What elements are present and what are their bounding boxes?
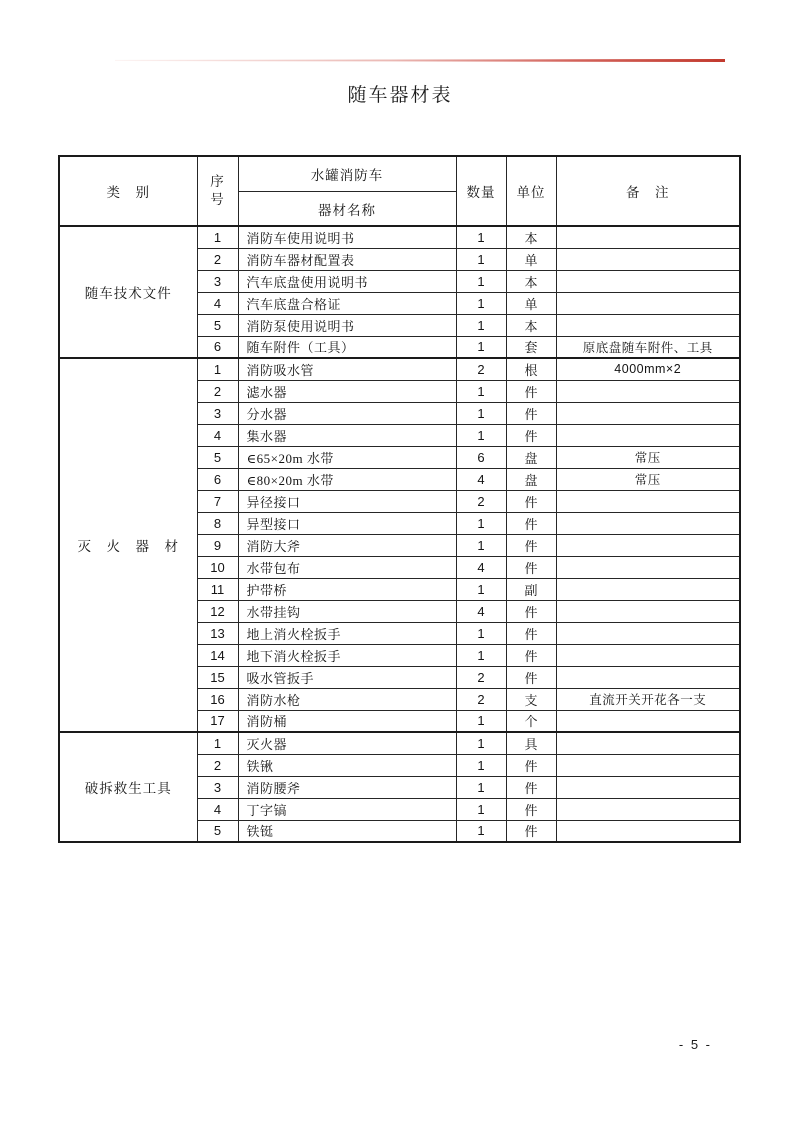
name-cell: 消防水枪 — [238, 688, 456, 710]
unit-cell: 件 — [506, 534, 556, 556]
name-cell: 吸水管扳手 — [238, 666, 456, 688]
name-cell: 铁锹 — [238, 754, 456, 776]
unit-cell: 盘 — [506, 468, 556, 490]
header-equipment-name: 器材名称 — [238, 192, 456, 227]
name-cell: 地下消火栓扳手 — [238, 644, 456, 666]
header-serial-number — [197, 156, 238, 226]
remark-cell: 原底盘随车附件、工具 — [556, 336, 740, 358]
name-cell: 分水器 — [238, 402, 456, 424]
header-serial-line1: 序 — [210, 173, 225, 189]
unit-cell: 根 — [506, 358, 556, 380]
remark-cell — [556, 248, 740, 270]
name-cell: 消防车器材配置表 — [238, 248, 456, 270]
unit-cell: 件 — [506, 380, 556, 402]
unit-cell: 件 — [506, 644, 556, 666]
remark-cell — [556, 644, 740, 666]
name-cell: 异型接口 — [238, 512, 456, 534]
quantity-cell: 6 — [456, 446, 506, 468]
serial-cell: 5 — [197, 446, 238, 468]
remark-cell — [556, 578, 740, 600]
serial-cell: 1 — [197, 358, 238, 380]
quantity-cell: 1 — [456, 732, 506, 754]
unit-cell: 副 — [506, 578, 556, 600]
name-cell: 汽车底盘使用说明书 — [238, 270, 456, 292]
serial-cell: 2 — [197, 754, 238, 776]
quantity-cell: 1 — [456, 336, 506, 358]
serial-cell: 4 — [197, 798, 238, 820]
name-cell: 地上消火栓扳手 — [238, 622, 456, 644]
serial-cell: 11 — [197, 578, 238, 600]
unit-cell: 件 — [506, 798, 556, 820]
category-cell: 随车技术文件 — [59, 226, 197, 358]
header-unit: 单位 — [506, 156, 556, 226]
quantity-cell: 1 — [456, 622, 506, 644]
serial-cell: 4 — [197, 424, 238, 446]
table-row — [59, 732, 740, 754]
name-cell: 消防泵使用说明书 — [238, 314, 456, 336]
name-cell: 铁铤 — [238, 820, 456, 842]
remark-cell — [556, 402, 740, 424]
table-row — [59, 358, 740, 380]
unit-cell: 套 — [506, 336, 556, 358]
name-cell: 随车附件（工具） — [238, 336, 456, 358]
serial-cell: 3 — [197, 270, 238, 292]
header-quantity: 数量 — [456, 156, 506, 226]
serial-cell: 2 — [197, 380, 238, 402]
serial-cell: 9 — [197, 534, 238, 556]
unit-cell: 个 — [506, 710, 556, 732]
unit-cell: 具 — [506, 732, 556, 754]
header-serial-line2: 号 — [210, 192, 225, 207]
table-header — [59, 156, 740, 226]
unit-cell: 件 — [506, 622, 556, 644]
serial-cell: 16 — [197, 688, 238, 710]
quantity-cell: 1 — [456, 380, 506, 402]
remark-cell — [556, 490, 740, 512]
name-cell: ∈65×20m 水带 — [238, 446, 456, 468]
serial-cell: 8 — [197, 512, 238, 534]
name-cell: 水带包布 — [238, 556, 456, 578]
header-accent-rule — [115, 59, 725, 62]
unit-cell: 盘 — [506, 446, 556, 468]
quantity-cell: 4 — [456, 468, 506, 490]
serial-cell: 6 — [197, 336, 238, 358]
quantity-cell: 1 — [456, 402, 506, 424]
page-number: - 5 - — [678, 1037, 712, 1052]
quantity-cell: 4 — [456, 600, 506, 622]
quantity-cell: 1 — [456, 776, 506, 798]
serial-cell: 15 — [197, 666, 238, 688]
header-category: 类 别 — [59, 156, 197, 226]
unit-cell: 件 — [506, 490, 556, 512]
name-cell: 水带挂钩 — [238, 600, 456, 622]
remark-cell: 4000mm×2 — [556, 358, 740, 380]
remark-cell — [556, 776, 740, 798]
remark-cell — [556, 314, 740, 336]
name-cell: 消防大斧 — [238, 534, 456, 556]
quantity-cell: 2 — [456, 358, 506, 380]
unit-cell: 本 — [506, 270, 556, 292]
category-cell: 灭 火 器 材 — [59, 358, 197, 732]
remark-cell — [556, 380, 740, 402]
remark-cell — [556, 534, 740, 556]
remark-cell — [556, 226, 740, 248]
serial-cell: 14 — [197, 644, 238, 666]
remark-cell — [556, 556, 740, 578]
remark-cell — [556, 732, 740, 754]
serial-cell: 1 — [197, 226, 238, 248]
unit-cell: 件 — [506, 754, 556, 776]
page-title: 随车器材表 — [347, 85, 453, 106]
remark-cell: 直流开关开花各一支 — [556, 688, 740, 710]
quantity-cell: 1 — [456, 292, 506, 314]
quantity-cell: 1 — [456, 424, 506, 446]
unit-cell: 件 — [506, 600, 556, 622]
serial-cell: 2 — [197, 248, 238, 270]
serial-cell: 6 — [197, 468, 238, 490]
remark-cell — [556, 292, 740, 314]
remark-cell — [556, 710, 740, 732]
header-remark: 备 注 — [556, 156, 740, 226]
remark-cell — [556, 820, 740, 842]
name-cell: 集水器 — [238, 424, 456, 446]
equipment-table — [58, 155, 741, 843]
name-cell: 滤水器 — [238, 380, 456, 402]
serial-cell: 10 — [197, 556, 238, 578]
name-cell: 消防车使用说明书 — [238, 226, 456, 248]
unit-cell: 件 — [506, 666, 556, 688]
quantity-cell: 2 — [456, 666, 506, 688]
serial-cell: 1 — [197, 732, 238, 754]
remark-cell — [556, 798, 740, 820]
quantity-cell: 1 — [456, 226, 506, 248]
quantity-cell: 2 — [456, 490, 506, 512]
serial-cell: 17 — [197, 710, 238, 732]
remark-cell — [556, 622, 740, 644]
table-row — [59, 226, 740, 248]
quantity-cell: 1 — [456, 248, 506, 270]
quantity-cell: 1 — [456, 512, 506, 534]
serial-cell: 5 — [197, 314, 238, 336]
name-cell: 消防吸水管 — [238, 358, 456, 380]
unit-cell: 单 — [506, 248, 556, 270]
remark-cell — [556, 600, 740, 622]
quantity-cell: 1 — [456, 820, 506, 842]
remark-cell — [556, 424, 740, 446]
unit-cell: 件 — [506, 556, 556, 578]
quantity-cell: 2 — [456, 688, 506, 710]
quantity-cell: 1 — [456, 534, 506, 556]
unit-cell: 单 — [506, 292, 556, 314]
name-cell: 护带桥 — [238, 578, 456, 600]
quantity-cell: 1 — [456, 270, 506, 292]
quantity-cell: 1 — [456, 798, 506, 820]
name-cell: 消防腰斧 — [238, 776, 456, 798]
quantity-cell: 1 — [456, 578, 506, 600]
serial-cell: 4 — [197, 292, 238, 314]
serial-cell: 3 — [197, 776, 238, 798]
remark-cell: 常压 — [556, 446, 740, 468]
unit-cell: 本 — [506, 226, 556, 248]
quantity-cell: 1 — [456, 710, 506, 732]
quantity-cell: 4 — [456, 556, 506, 578]
name-cell: 消防桶 — [238, 710, 456, 732]
remark-cell: 常压 — [556, 468, 740, 490]
remark-cell — [556, 666, 740, 688]
unit-cell: 件 — [506, 820, 556, 842]
unit-cell: 支 — [506, 688, 556, 710]
remark-cell — [556, 270, 740, 292]
quantity-cell: 1 — [456, 314, 506, 336]
unit-cell: 本 — [506, 314, 556, 336]
serial-cell: 7 — [197, 490, 238, 512]
serial-cell: 5 — [197, 820, 238, 842]
category-cell: 破拆救生工具 — [59, 732, 197, 842]
header-row-1 — [59, 156, 740, 192]
table-body — [59, 226, 740, 842]
name-cell: 丁字镐 — [238, 798, 456, 820]
remark-cell — [556, 754, 740, 776]
unit-cell: 件 — [506, 512, 556, 534]
serial-cell: 12 — [197, 600, 238, 622]
unit-cell: 件 — [506, 776, 556, 798]
quantity-cell: 1 — [456, 644, 506, 666]
remark-cell — [556, 512, 740, 534]
name-cell: 汽车底盘合格证 — [238, 292, 456, 314]
name-cell: 异径接口 — [238, 490, 456, 512]
name-cell: ∈80×20m 水带 — [238, 468, 456, 490]
serial-cell: 13 — [197, 622, 238, 644]
header-vehicle-type: 水罐消防车 — [238, 156, 456, 192]
unit-cell: 件 — [506, 424, 556, 446]
name-cell: 灭火器 — [238, 732, 456, 754]
quantity-cell: 1 — [456, 754, 506, 776]
serial-cell: 3 — [197, 402, 238, 424]
unit-cell: 件 — [506, 402, 556, 424]
